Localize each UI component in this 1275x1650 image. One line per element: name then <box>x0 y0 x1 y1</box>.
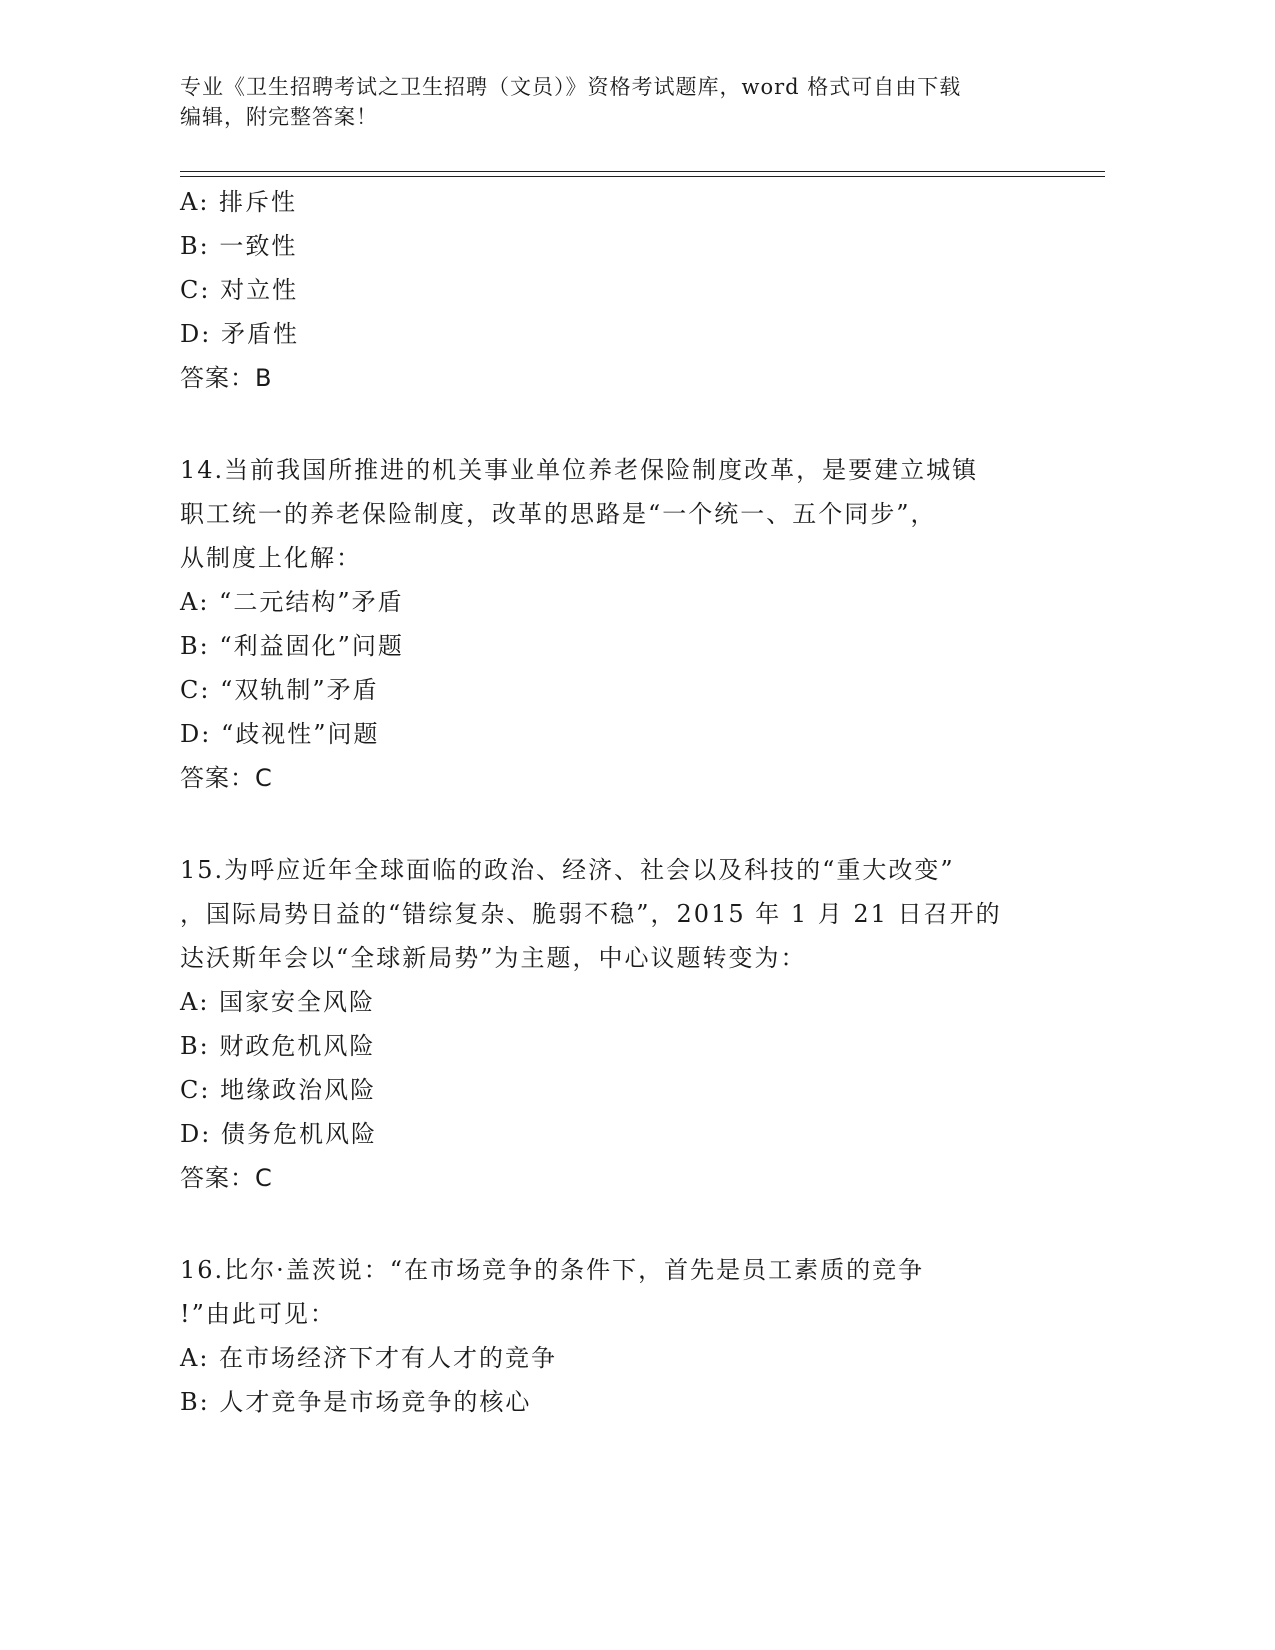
question-stem-line: !”由此可见： <box>180 1300 336 1328</box>
answer-line: 答案：C <box>180 1164 273 1192</box>
option-d: D: 矛盾性 <box>180 320 299 348</box>
option-a: A: 排斥性 <box>180 188 298 216</box>
option-c: C: 地缘政治风险 <box>180 1076 377 1104</box>
option-b: B: 财政危机风险 <box>180 1032 376 1060</box>
question-16 <box>180 1248 1070 1424</box>
answer-line: 答案：B <box>180 364 273 392</box>
question-list <box>180 180 1070 1424</box>
header-divider-bottom <box>180 176 1105 177</box>
option-b: B: “利益固化”问题 <box>180 632 404 660</box>
question-13 <box>180 180 1070 400</box>
option-b: B: 一致性 <box>180 232 298 260</box>
page-header <box>180 72 1060 132</box>
option-a: A: “二元结构”矛盾 <box>180 588 404 616</box>
question-stem-line: 14.当前我国所推进的机关事业单位养老保险制度改革，是要建立城镇 <box>180 456 979 484</box>
option-b: B: 人才竞争是市场竞争的核心 <box>180 1388 532 1416</box>
option-d: D: “歧视性”问题 <box>180 720 380 748</box>
question-stem-line: 达沃斯年会以“全球新局势”为主题，中心议题转变为： <box>180 944 807 972</box>
answer-line: 答案：C <box>180 764 273 792</box>
question-stem-line: 15.为呼应近年全球面临的政治、经济、社会以及科技的“重大改变” <box>180 856 955 884</box>
question-15 <box>180 848 1070 1200</box>
option-a: A: 在市场经济下才有人才的竞争 <box>180 1344 558 1372</box>
question-stem-line: ，国际局势日益的“错综复杂、脆弱不稳”，2015 年 1 月 21 日召开的 <box>180 900 1002 928</box>
question-stem-line: 从制度上化解： <box>180 544 362 572</box>
question-stem-line: 16.比尔·盖茨说：“在市场竞争的条件下，首先是员工素质的竞争 <box>180 1256 925 1284</box>
header-line-2: 编辑，附完整答案！ <box>180 105 378 129</box>
option-c: C: “双轨制”矛盾 <box>180 676 379 704</box>
question-14 <box>180 448 1070 800</box>
header-line-1: 专业《卫生招聘考试之卫生招聘（文员）》资格考试题库，word 格式可自由下载 <box>180 75 962 99</box>
option-a: A: 国家安全风险 <box>180 988 376 1016</box>
header-divider-top <box>180 171 1105 172</box>
option-c: C: 对立性 <box>180 276 299 304</box>
question-stem-line: 职工统一的养老保险制度，改革的思路是“一个统一、五个同步”， <box>180 500 937 528</box>
option-d: D: 债务危机风险 <box>180 1120 377 1148</box>
